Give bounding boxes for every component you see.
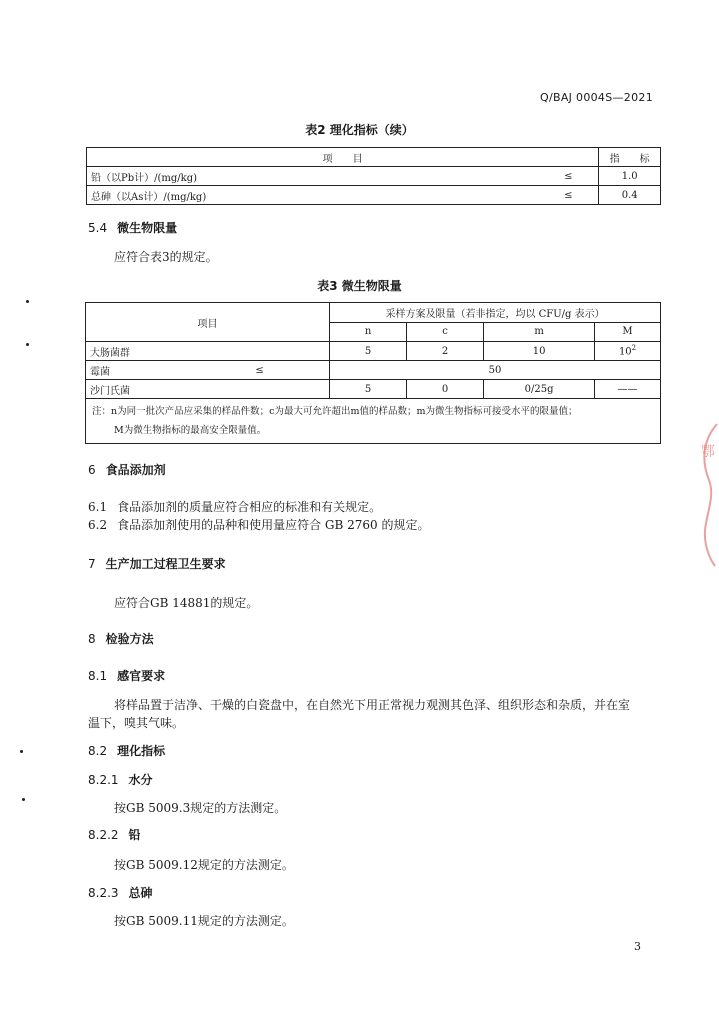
power-base: 10 — [618, 346, 632, 358]
section-8-2-heading — [88, 742, 165, 759]
table3-cell-item: 大肠菌群 — [86, 342, 191, 361]
power-exponent: 2 — [631, 344, 637, 353]
table2-caption: 表2 理化指标（续） — [305, 123, 414, 137]
table2-col-index: 指 标 — [599, 148, 661, 167]
section-8-2-3-text: 按GB 5009.11规定的方法测定。 — [114, 914, 294, 928]
partial-seal-stamp — [695, 420, 719, 570]
table3-note-line2: M为微生物指标的最高安全限量值。 — [114, 425, 267, 436]
table3-col-item: 项目 — [86, 303, 330, 342]
section-5-4-heading — [88, 219, 177, 236]
section-number: 8.1 — [88, 669, 108, 683]
section-title: 感官要求 — [117, 669, 166, 683]
table2-cell-item: 铅（以Pb计）/(mg/kg) — [87, 167, 539, 186]
section-5-4-text: 应符合表3的规定。 — [114, 250, 218, 264]
table3-cell-merged: 50 — [330, 361, 661, 380]
section-title: 理化指标 — [117, 744, 166, 758]
table3-cell-M: —— — [595, 380, 661, 399]
section-number: 8.2 — [88, 744, 108, 758]
table-row — [86, 380, 661, 399]
table3-cell-op: ≤ — [190, 361, 330, 380]
table3-cell-n: 5 — [330, 342, 407, 361]
table2-cell-item: 总砷（以As计）/(mg/kg) — [87, 186, 539, 205]
section-8-2-1-text: 按GB 5009.3规定的方法测定。 — [114, 801, 287, 815]
page-number: 3 — [634, 940, 641, 953]
stamp-glyph: 鄂 — [701, 444, 715, 460]
section-title: 总砷 — [128, 886, 153, 900]
section-number: 6.2 — [88, 518, 108, 532]
section-title: 水分 — [128, 773, 153, 787]
table3-caption: 表3 微生物限量 — [317, 279, 402, 293]
scan-dot — [26, 343, 29, 346]
table3-cell-op — [190, 342, 330, 361]
table2-cell-value: 1.0 — [599, 167, 661, 186]
document-code: Q/BAJ 0004S—2021 — [540, 91, 653, 104]
table3-microbial-limits — [85, 302, 661, 444]
section-8-1-text-line1: 将样品置于洁净、干燥的白瓷盘中，在自然光下用正常视力观测其色泽、组织形态和杂质，并在室 — [114, 698, 631, 712]
section-8-2-2-heading — [88, 826, 141, 843]
section-number: 8 — [88, 632, 96, 646]
section-8-heading — [88, 630, 154, 647]
table3-sub-m: m — [484, 322, 595, 342]
section-7-heading — [88, 555, 226, 572]
table3-cell-c: 2 — [407, 342, 484, 361]
table-row — [86, 342, 661, 361]
table2-col-item: 项 目 — [87, 148, 599, 167]
table3-cell-m: 0/25g — [484, 380, 595, 399]
table3-sub-c: c — [407, 322, 484, 342]
section-7-text: 应符合GB 14881的规定。 — [114, 596, 259, 610]
section-8-1-heading — [88, 667, 165, 684]
section-number: 8.2.3 — [88, 886, 119, 900]
table-row — [87, 186, 661, 205]
section-number: 6.1 — [88, 500, 108, 514]
section-title: 食品添加剂 — [105, 463, 166, 477]
table2-cell-op: ≤ — [538, 167, 599, 186]
section-text: 食品添加剂使用的品种和使用量应符合 GB 2760 的规定。 — [117, 518, 430, 532]
section-8-2-2-text: 按GB 5009.12规定的方法测定。 — [114, 858, 294, 872]
section-8-1-text-line2: 温下，嗅其气味。 — [88, 716, 185, 730]
table3-sub-M: M — [595, 322, 661, 342]
table3-note-line1: 注：n为同一批次产品应采集的样品件数；c为最大可允许超出m值的样品数；m为微生物指标可接受水平的限量值； — [92, 406, 578, 417]
section-6-heading — [88, 461, 166, 478]
section-title: 微生物限量 — [117, 221, 178, 235]
table3-cell-c: 0 — [407, 380, 484, 399]
table3-cell-item: 霉菌 — [86, 361, 191, 380]
scan-dot — [20, 750, 23, 753]
table-row — [86, 361, 661, 380]
section-text: 食品添加剂的质量应符合相应的标准和有关规定。 — [117, 500, 382, 514]
section-number: 7 — [88, 557, 96, 571]
table3-col-plan: 采样方案及限量（若非指定，均以 CFU/g 表示） — [330, 303, 661, 323]
table-row — [87, 167, 661, 186]
table3-cell-m: 10 — [484, 342, 595, 361]
table3-note — [86, 399, 661, 444]
section-number: 8.2.2 — [88, 828, 119, 842]
scan-dot — [26, 300, 29, 303]
section-number: 6 — [88, 463, 96, 477]
table2-cell-op: ≤ — [538, 186, 599, 205]
table3-cell-n: 5 — [330, 380, 407, 399]
section-number: 8.2.1 — [88, 773, 119, 787]
section-8-2-3-heading — [88, 884, 153, 901]
section-6-1 — [88, 498, 381, 515]
section-title: 检验方法 — [105, 632, 154, 646]
section-title: 铅 — [128, 828, 141, 842]
scan-dot — [22, 798, 25, 801]
section-6-2 — [88, 516, 429, 533]
section-8-2-1-heading — [88, 771, 153, 788]
table3-cell-M — [595, 342, 661, 361]
table2-physicochemical — [86, 147, 661, 205]
table3-sub-n: n — [330, 322, 407, 342]
section-title: 生产加工过程卫生要求 — [105, 557, 226, 571]
table3-cell-item: 沙门氏菌 — [86, 380, 191, 399]
table2-cell-value: 0.4 — [599, 186, 661, 205]
section-number: 5.4 — [88, 221, 108, 235]
table3-cell-op — [190, 380, 330, 399]
